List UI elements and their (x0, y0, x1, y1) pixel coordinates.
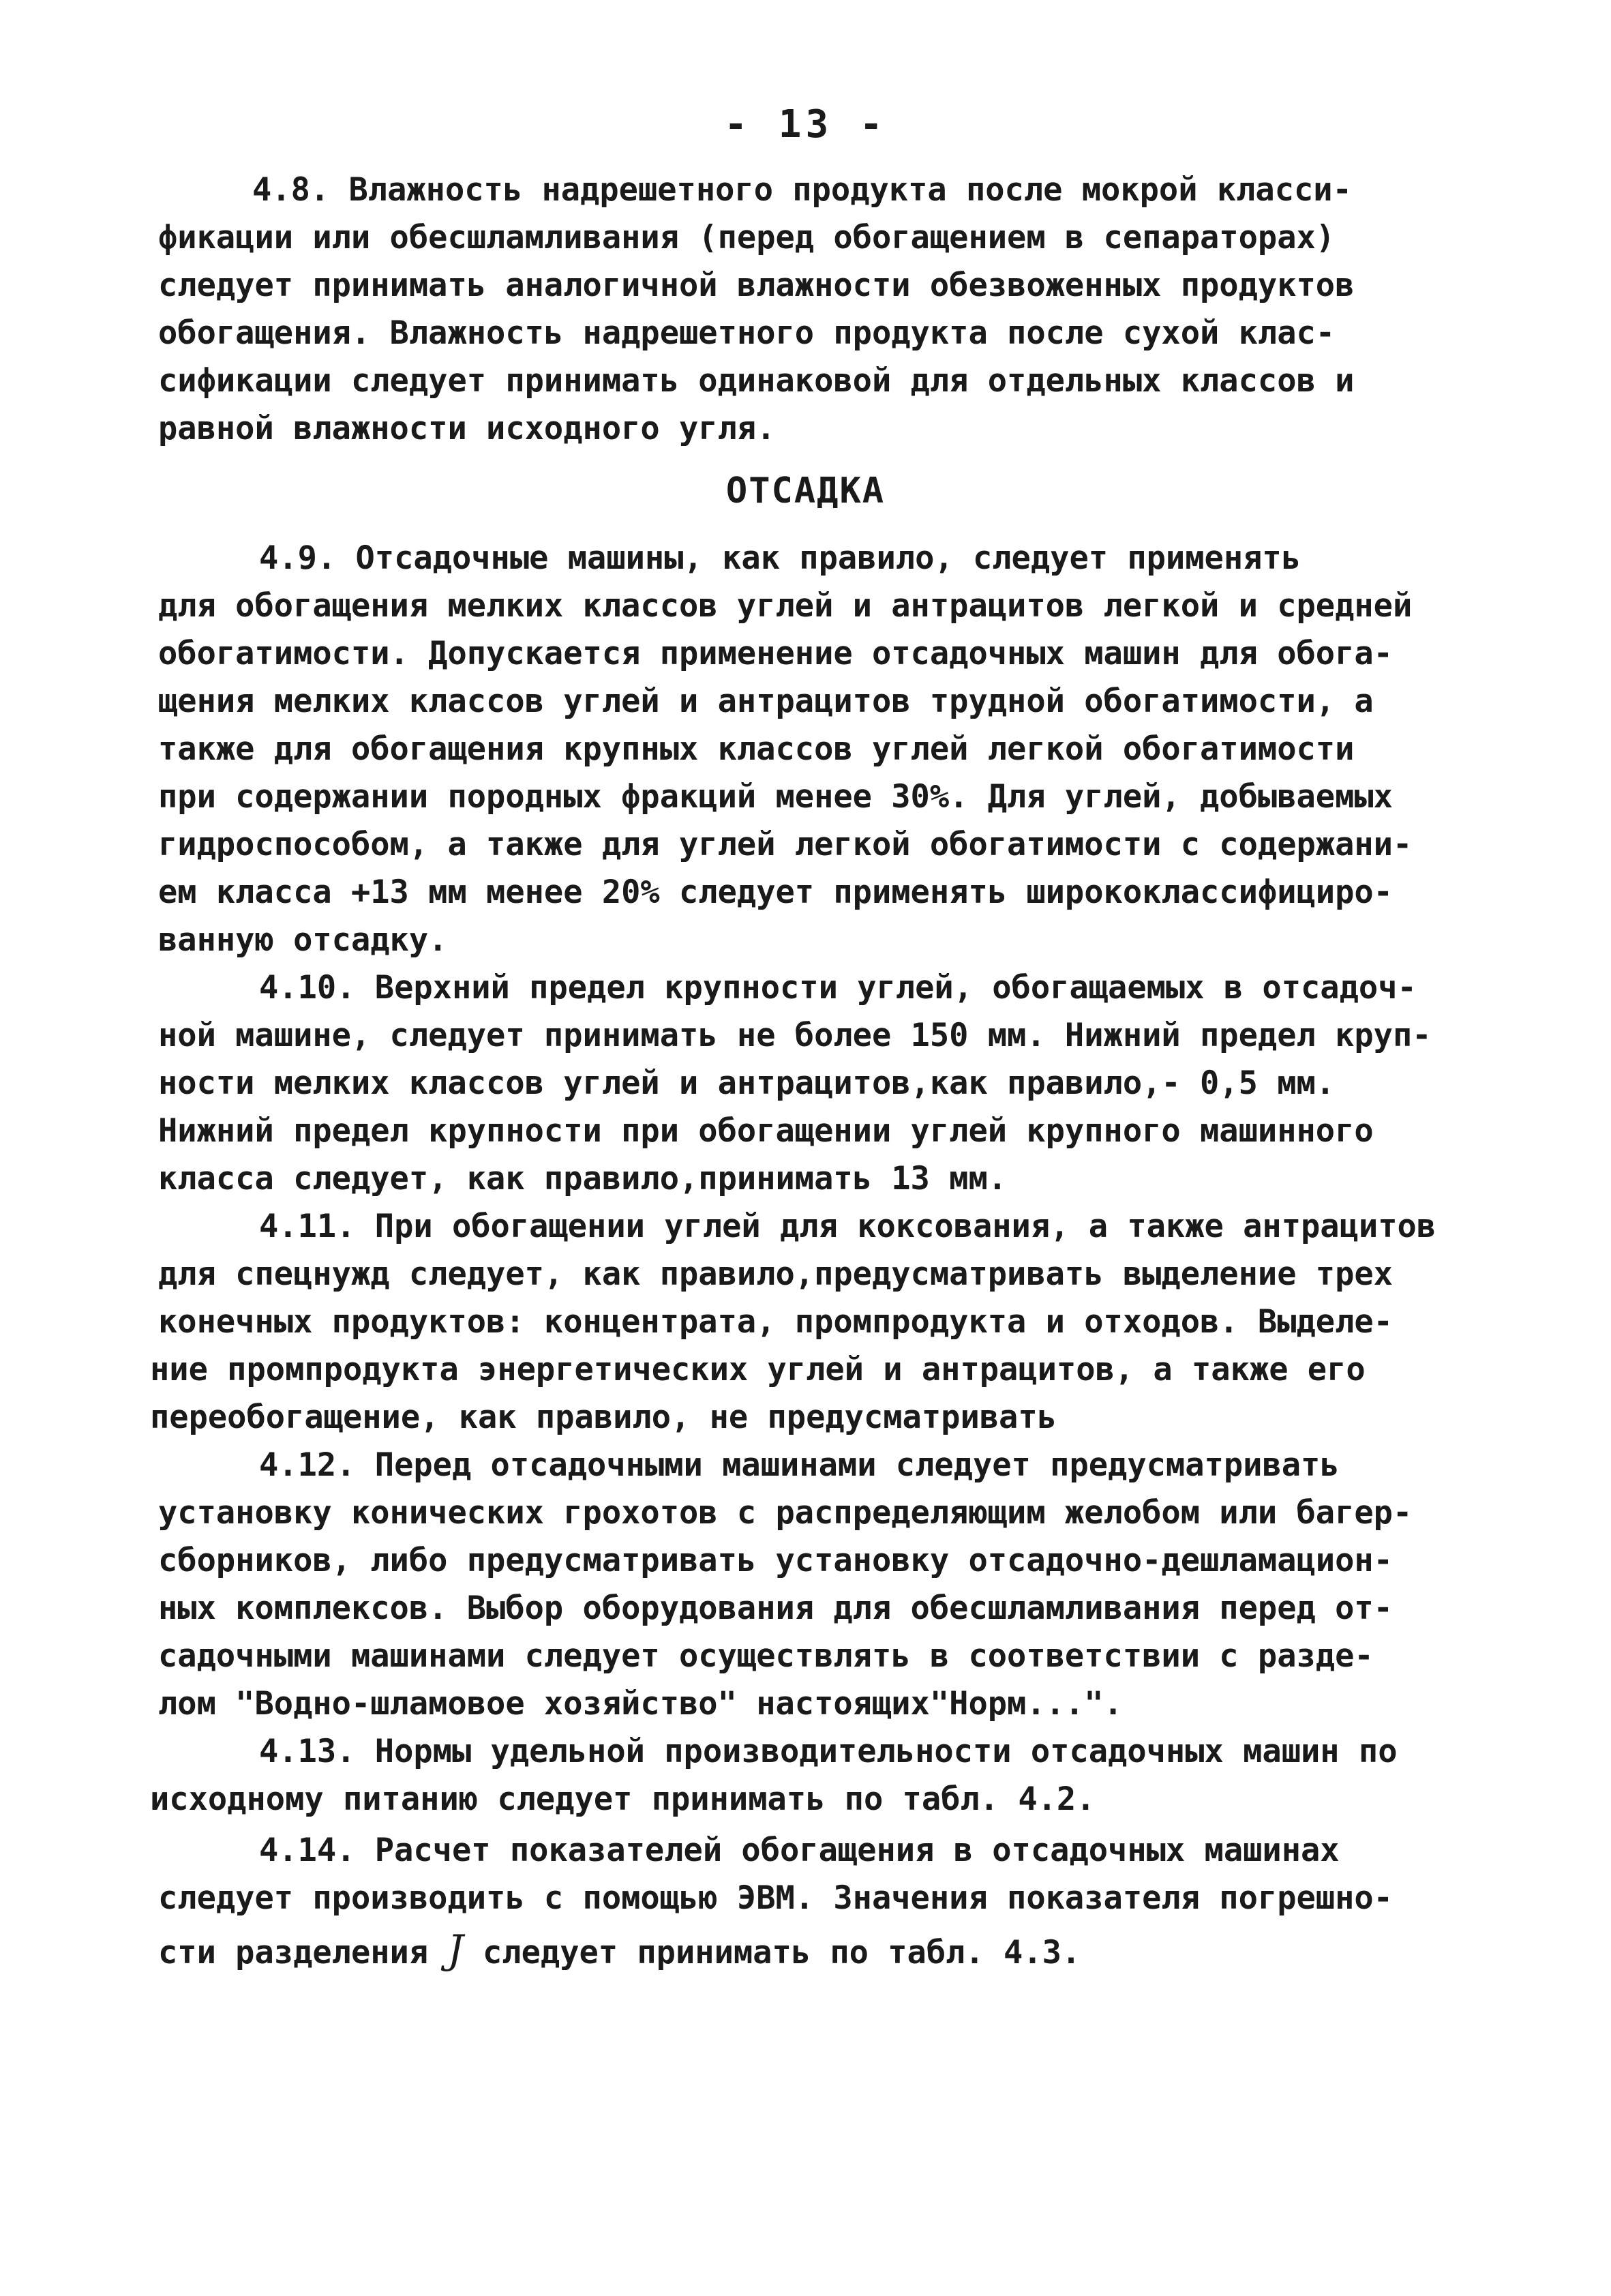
text-line: гидроспособом, а также для углей легкой обогатимости с содержани- (158, 826, 1413, 863)
section-heading: ОТСАДКА (725, 471, 886, 511)
text-line: для спецнужд следует, как правило,предусматривать выделение трех (158, 1255, 1393, 1293)
text-line: обогащения. Влажность надрешетного продукта после сухой клас- (158, 314, 1336, 352)
text-line: следует производить с помощью ЭВМ. Значения показателя погрешно- (158, 1879, 1393, 1917)
text-line: переобогащение, как правило, не предусматривать (150, 1399, 1057, 1436)
text-line: 4.14. Расчет показателей обогащения в отсадочных машинах (259, 1832, 1340, 1869)
text-line: садочными машинами следует осуществлять в соответствии с разде- (158, 1637, 1374, 1675)
text-line: ности мелких классов углей и антрацитов,как правило,- 0,5 мм. (158, 1064, 1336, 1102)
text-line: 4.13. Нормы удельной производительности отсадочных машин по (259, 1733, 1398, 1770)
text-line: ние промпродукта энергетических углей и антрацитов, а также его (150, 1351, 1366, 1388)
text-line: 4.8. Влажность надрешетного продукта после мокрой класси- (252, 171, 1352, 209)
text-line: обогатимости. Допускается применение отсадочных машин для обога- (158, 635, 1393, 672)
text-line: 4.9. Отсадочные машины, как правило, следует применять (259, 539, 1301, 577)
text-line: фикации или обесшламливания (перед обогащением в сепараторах) (158, 219, 1336, 256)
text-line: ных комплексов. Выбор оборудования для обесшламливания перед от- (158, 1590, 1393, 1627)
text-line: исходному питанию следует принимать по табл. 4.2. (150, 1780, 1096, 1818)
text-line: при содержании породных фракций менее 30%. Для углей, добываемых (158, 778, 1393, 816)
text-line: 4.10. Верхний предел крупности углей, обогащаемых в отсадоч- (259, 969, 1417, 1007)
text-line: щения мелких классов углей и антрацитов трудной обогатимости, а (158, 683, 1374, 720)
text-line: Нижний предел крупности при обогащении углей крупного машинного (158, 1112, 1374, 1150)
text-line: для обогащения мелких классов углей и антрацитов легкой и средней (158, 587, 1413, 625)
text-line: ем класса +13 мм менее 20% следует применять ширококлассифициро- (158, 874, 1393, 911)
text-line: класса следует, как правило,принимать 13 мм. (158, 1160, 1008, 1197)
page-number: - 13 - (724, 102, 887, 147)
text-fragment: сти разделения (158, 1934, 448, 1971)
text-line: сборников, либо предусматривать установку отсадочно-дешламацион- (158, 1542, 1393, 1579)
text-fragment: следует принимать по табл. 4.3. (463, 1934, 1081, 1971)
text-line-with-symbol (158, 1926, 1081, 1973)
text-line: 4.12. Перед отсадочными машинами следует предусматривать (259, 1446, 1340, 1484)
text-line: ной машине, следует принимать не более 150 мм. Нижний предел круп- (158, 1017, 1432, 1054)
text-line: сификации следует принимать одинаковой для отдельных классов и (158, 362, 1355, 400)
text-line: 4.11. При обогащении углей для коксования, а также антрацитов (259, 1208, 1436, 1245)
text-line: лом "Водно-шламовое хозяйство" настоящих"Норм...". (158, 1685, 1123, 1723)
text-line: конечных продуктов: концентрата, промпродукта и отходов. Выделе- (158, 1303, 1393, 1341)
text-line: ванную отсадку. (158, 921, 448, 959)
text-line: равной влажности исходного угля. (158, 410, 776, 447)
text-line: также для обогащения крупных классов углей легкой обогатимости (158, 730, 1355, 768)
text-line: установку конических грохотов с распределяющим желобом или багер- (158, 1494, 1413, 1532)
text-line: следует принимать аналогичной влажности обезвоженных продуктов (158, 267, 1355, 304)
gamma-symbol: J (447, 1926, 464, 1973)
